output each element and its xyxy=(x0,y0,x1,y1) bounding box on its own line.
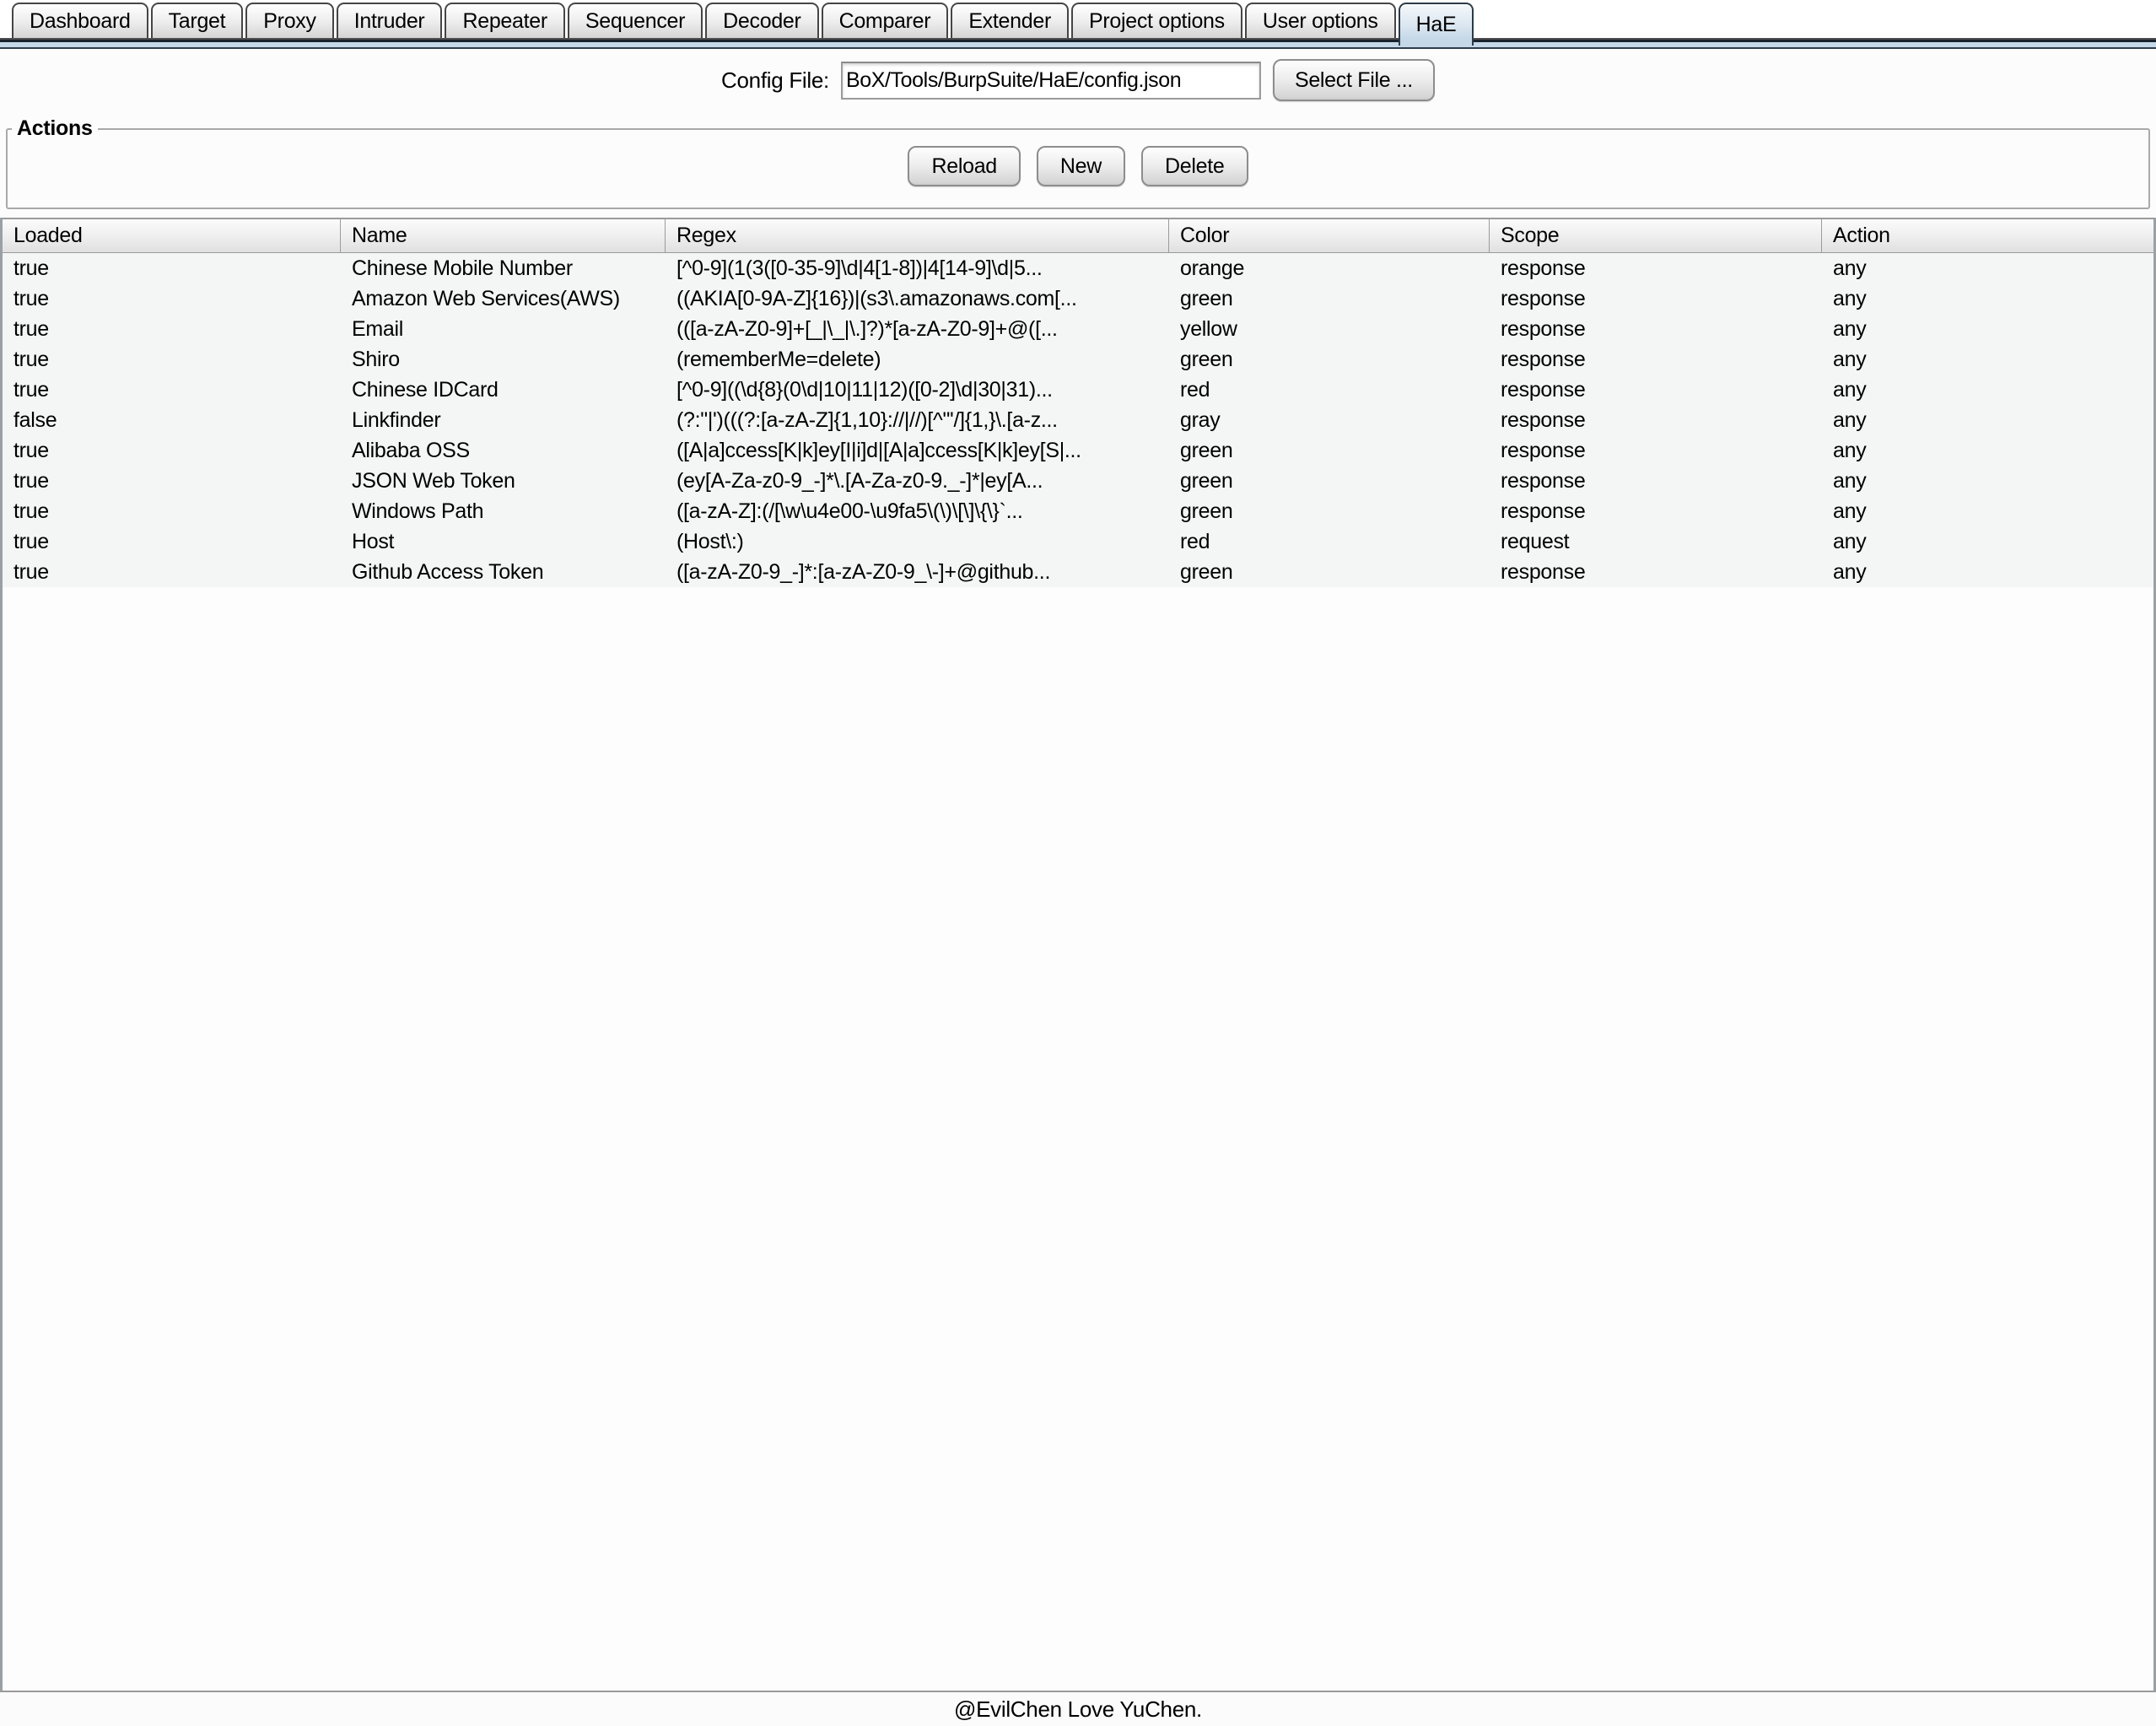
cell-scope: response xyxy=(1501,469,1586,493)
table-header xyxy=(3,218,2153,253)
cell-action: any xyxy=(1833,560,1867,584)
cell-color: red xyxy=(1180,530,1210,553)
tab-proxy[interactable] xyxy=(245,3,333,38)
cell-loaded: true xyxy=(13,499,49,523)
cell-loaded: true xyxy=(13,287,49,310)
cell-name: Shiro xyxy=(352,348,400,371)
cell-action: any xyxy=(1833,317,1867,341)
tab-label: Repeater xyxy=(462,8,547,33)
cell-scope: response xyxy=(1501,378,1586,402)
cell-action: any xyxy=(1833,499,1867,523)
cell-color: green xyxy=(1180,439,1233,462)
column-header-color[interactable]: Color xyxy=(1169,219,1490,252)
cell-scope: request xyxy=(1501,530,1570,553)
tab-label: Extender xyxy=(968,8,1051,33)
cell-action: any xyxy=(1833,287,1867,310)
cell-regex: (?:"|')(((?:[a-zA-Z]{1,10}://|//)[^"'/]{1,}\.[a-z... xyxy=(676,408,1058,432)
cell-loaded: true xyxy=(13,317,49,341)
cell-regex: ([a-zA-Z]:(/[\w\u4e00-\u9fa5\(\)\[\]\{\}`... xyxy=(676,499,1023,523)
table-row[interactable] xyxy=(3,435,2153,466)
cell-name: Amazon Web Services(AWS) xyxy=(352,287,620,310)
tab-label: Dashboard xyxy=(30,8,131,33)
tab-label: Comparer xyxy=(838,8,931,33)
cell-name: Linkfinder xyxy=(352,408,441,432)
tab-dashboard[interactable] xyxy=(12,3,148,38)
tab-label: Proxy xyxy=(263,8,316,33)
cell-regex: (rememberMe=delete) xyxy=(676,348,881,371)
column-header-scope[interactable]: Scope xyxy=(1490,219,1822,252)
cell-color: green xyxy=(1180,499,1233,523)
cell-loaded: true xyxy=(13,469,49,493)
cell-scope: response xyxy=(1501,348,1586,371)
cell-regex: ((AKIA[0-9A-Z]{16})|(s3\.amazonaws.com[... xyxy=(676,287,1077,310)
table-row[interactable] xyxy=(3,405,2153,435)
rules-table xyxy=(0,218,2156,1692)
cell-action: any xyxy=(1833,378,1867,402)
cell-scope: response xyxy=(1501,560,1586,584)
tab-sequencer[interactable] xyxy=(568,3,703,38)
tab-decoder[interactable] xyxy=(705,3,818,38)
cell-regex: (([a-zA-Z0-9]+[_|\_|\.]?)*[a-zA-Z0-9]+@([... xyxy=(676,317,1058,341)
cell-action: any xyxy=(1833,408,1867,432)
cell-color: yellow xyxy=(1180,317,1237,341)
cell-name: Alibaba OSS xyxy=(352,439,470,462)
table-body xyxy=(3,253,2153,587)
cell-action: any xyxy=(1833,348,1867,371)
tab-repeater[interactable] xyxy=(445,3,564,38)
tab-label: Target xyxy=(168,8,226,33)
column-header-regex[interactable]: Regex xyxy=(666,219,1169,252)
select-file-button[interactable]: Select File ... xyxy=(1273,59,1435,101)
cell-action: any xyxy=(1833,469,1867,493)
tab-label: User options xyxy=(1262,8,1378,33)
cell-scope: response xyxy=(1501,256,1586,280)
footer-bar xyxy=(0,1692,2156,1726)
tab-label: Decoder xyxy=(723,8,801,33)
tab-comparer[interactable] xyxy=(822,3,949,38)
table-row[interactable] xyxy=(3,344,2153,375)
tab-intruder[interactable] xyxy=(337,3,443,38)
tab-project-options[interactable] xyxy=(1071,3,1242,38)
actions-panel xyxy=(6,116,2150,209)
cell-name: Github Access Token xyxy=(352,560,544,584)
tab-label: Intruder xyxy=(353,8,425,33)
cell-name: Windows Path xyxy=(352,499,484,523)
reload-button[interactable]: Reload xyxy=(908,146,1020,186)
table-row[interactable] xyxy=(3,557,2153,587)
cell-color: orange xyxy=(1180,256,1245,280)
config-file-input[interactable] xyxy=(841,62,1261,100)
cell-action: any xyxy=(1833,530,1867,553)
cell-color: green xyxy=(1180,348,1233,371)
cell-color: green xyxy=(1180,560,1233,584)
column-header-name[interactable]: Name xyxy=(341,219,666,252)
cell-name: Chinese Mobile Number xyxy=(352,256,573,280)
active-tab-strip xyxy=(0,40,2156,49)
cell-loaded: true xyxy=(13,256,49,280)
cell-regex: ([a-zA-Z0-9_-]*:[a-zA-Z0-9_\-]+@github... xyxy=(676,560,1051,584)
cell-name: Host xyxy=(352,530,395,553)
cell-regex: (Host\:) xyxy=(676,530,744,553)
cell-name: Chinese IDCard xyxy=(352,378,499,402)
cell-scope: response xyxy=(1501,439,1586,462)
actions-buttons xyxy=(8,146,2148,186)
tab-target[interactable] xyxy=(151,3,244,38)
cell-color: red xyxy=(1180,378,1210,402)
cell-loaded: true xyxy=(13,560,49,584)
cell-regex: [^0-9]((\d{8}(0\d|10|11|12)([0-2]\d|30|31)... xyxy=(676,378,1053,402)
cell-scope: response xyxy=(1501,317,1586,341)
table-row[interactable] xyxy=(3,253,2153,283)
cell-color: gray xyxy=(1180,408,1221,432)
table-row[interactable] xyxy=(3,466,2153,496)
cell-name: Email xyxy=(352,317,404,341)
tab-label: Project options xyxy=(1088,8,1225,33)
cell-scope: response xyxy=(1501,499,1586,523)
tab-label: HaE xyxy=(1415,13,1457,36)
cell-loaded: true xyxy=(13,348,49,371)
cell-action: any xyxy=(1833,256,1867,280)
table-row[interactable] xyxy=(3,496,2153,526)
actions-title: Actions xyxy=(17,116,93,140)
table-row[interactable] xyxy=(3,375,2153,405)
config-file-label: Config File: xyxy=(721,67,829,93)
tab-extender[interactable] xyxy=(951,3,1069,38)
cell-action: any xyxy=(1833,439,1867,462)
table-row[interactable] xyxy=(3,314,2153,344)
cell-color: green xyxy=(1180,469,1233,493)
new-button[interactable]: New xyxy=(1037,146,1125,186)
tab-label: Sequencer xyxy=(585,8,686,33)
footer-credit: @EvilChen Love YuChen. xyxy=(954,1696,1202,1722)
cell-name: JSON Web Token xyxy=(352,469,515,493)
cell-color: green xyxy=(1180,287,1233,310)
config-file-row xyxy=(0,59,2156,101)
delete-button[interactable]: Delete xyxy=(1141,146,1248,186)
table-row[interactable] xyxy=(3,283,2153,314)
cell-scope: response xyxy=(1501,287,1586,310)
cell-loaded: false xyxy=(13,408,57,432)
cell-regex: [^0-9](1(3([0-35-9]\d|4[1-8])|4[14-9]\d|5... xyxy=(676,256,1043,280)
cell-loaded: true xyxy=(13,378,49,402)
column-header-loaded[interactable]: Loaded xyxy=(3,219,341,252)
table-row[interactable] xyxy=(3,526,2153,557)
cell-loaded: true xyxy=(13,530,49,553)
cell-regex: ([A|a]ccess[K|k]ey[I|i]d|[A|a]ccess[K|k]ey[S|... xyxy=(676,439,1081,462)
tab-hae[interactable] xyxy=(1399,3,1474,46)
column-header-action[interactable]: Action xyxy=(1833,224,1890,247)
cell-scope: response xyxy=(1501,408,1586,432)
tab-user-options[interactable] xyxy=(1245,3,1396,38)
main-tab-bar xyxy=(0,0,2156,40)
cell-loaded: true xyxy=(13,439,49,462)
cell-regex: (ey[A-Za-z0-9_-]*\.[A-Za-z0-9._-]*|ey[A... xyxy=(676,469,1043,493)
